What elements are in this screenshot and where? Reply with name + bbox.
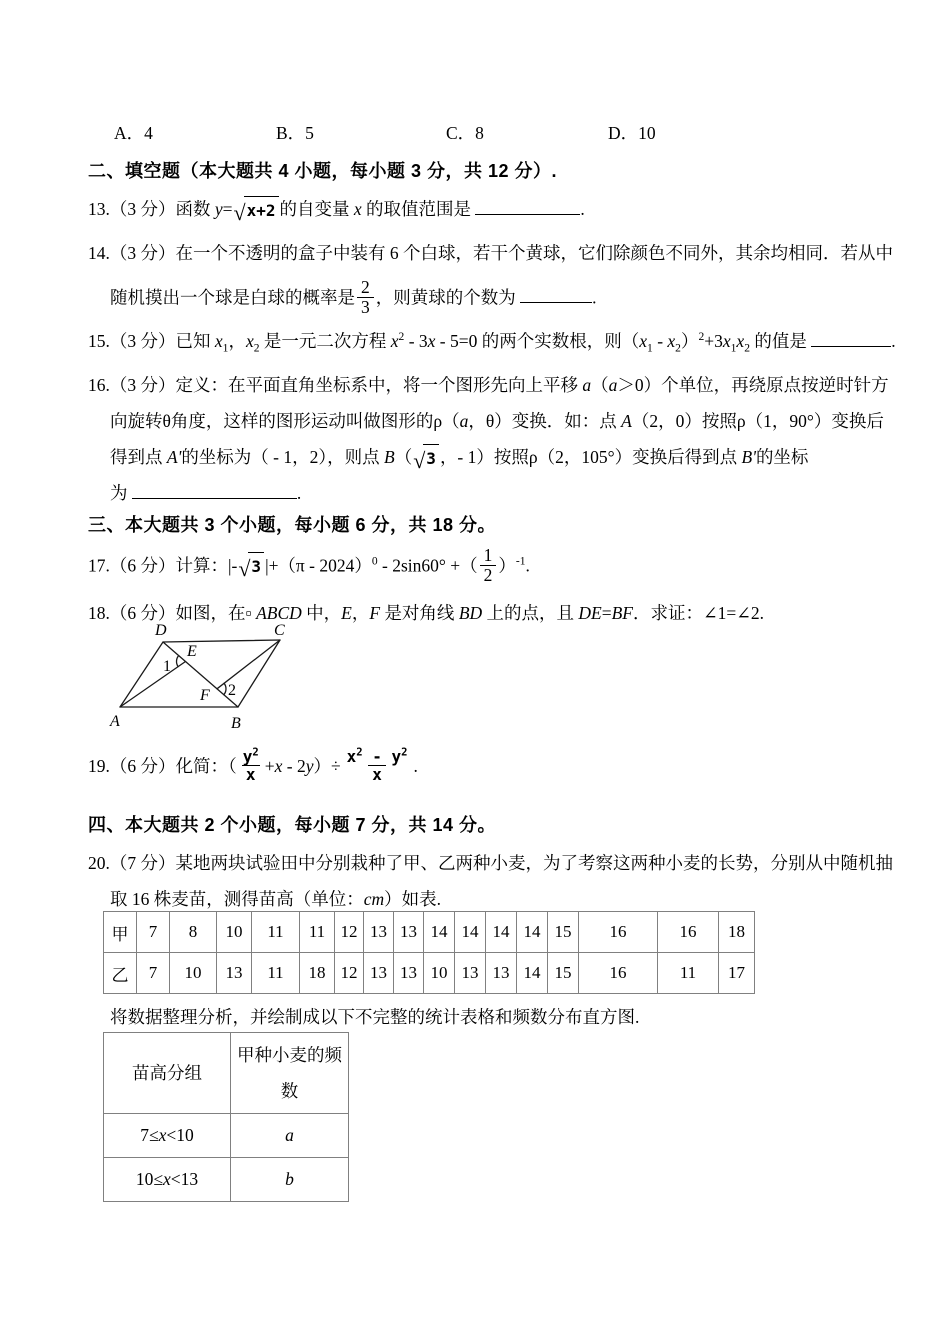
label-e: E	[187, 643, 197, 660]
question-19: 19.（6 分）化简：（ $\frac{y^2}{x}$ +x - 2y）÷ $\frac{x^2 - y^2}{x}$ .	[88, 746, 418, 785]
label-angle-1: 1	[163, 658, 171, 675]
choice-d: D．10	[608, 123, 656, 143]
table-cell: 13	[217, 953, 252, 994]
table-cell: 13	[486, 953, 517, 994]
section-2-heading: 二、填空题（本大题共 4 小题，每小题 3 分，共 12 分）.	[88, 161, 558, 181]
label-a: A	[110, 713, 120, 730]
radical-sign: √	[238, 556, 251, 582]
table-cell: 11	[658, 953, 719, 994]
table-cell: 10≤x<13	[104, 1158, 231, 1202]
label-d: D	[155, 622, 167, 639]
table-cell: 14	[424, 912, 455, 953]
table-row	[104, 1114, 349, 1158]
table-cell: 7≤x<10	[104, 1114, 231, 1158]
table-cell: 16	[579, 912, 658, 953]
table-cell: 10	[424, 953, 455, 994]
table-cell: 14	[455, 912, 486, 953]
fraction: $\frac{y^2}{x}$	[242, 746, 259, 785]
table-cell: 16	[658, 912, 719, 953]
question-20-line-2: 取 16 株麦苗，测得苗高（单位：cm）如表.	[110, 889, 442, 909]
fraction: $\frac{2}{3}$	[357, 278, 374, 317]
answer-blank	[520, 286, 592, 303]
fraction: $\frac{x^2 - y^2}{x}$	[346, 746, 408, 785]
table-cell: 10	[217, 912, 252, 953]
table-cell: 13	[364, 912, 394, 953]
sqrt-expression: √ 3	[413, 444, 439, 472]
question-14-line-1: 14.（3 分）在一个不透明的盒子中装有 6 个白球，若干个黄球，它们除颜色不同外，其余均相同．若从中	[88, 243, 893, 263]
table-row	[104, 953, 791, 994]
question-15: 15.（3 分）已知 $x_1$，$x_2$ 是一元二次方程 $x^2 - 3x - 5=0$ 的两个实数根，则$(x_1 - x_2)^2+3x_1x_2$ 的值是 .	[88, 331, 896, 355]
seedling-table-body	[104, 912, 791, 994]
table-cell: 11	[252, 912, 300, 953]
choice-a: A．4	[114, 123, 153, 143]
sqrt-expression: √ x+2	[234, 196, 279, 224]
table-cell: 15	[548, 953, 579, 994]
table-cell: 12	[335, 912, 364, 953]
section-4-heading: 四、本大题共 2 个小题，每小题 7 分，共 14 分。	[88, 815, 497, 835]
table-cell: 13	[394, 953, 424, 994]
label-f: F	[200, 687, 210, 704]
question-16-line-4: 为 .	[110, 483, 302, 503]
table-cell: 13	[364, 953, 394, 994]
table-cell: 12	[335, 953, 364, 994]
radical-sign: √	[233, 199, 246, 225]
table-cell: 15	[548, 912, 579, 953]
segment-cf	[217, 640, 280, 689]
table-cell: 18	[300, 953, 335, 994]
segment-ae	[120, 662, 186, 708]
table-cell: 乙	[104, 953, 137, 994]
answer-blank	[132, 482, 297, 499]
header-height-group: 苗高分组	[104, 1033, 231, 1114]
radical-sign: √	[413, 447, 426, 473]
question-14-line-2: 随机摸出一个球是白球的概率是 $\frac{2}{3}$ ，则黄球的个数为 .	[110, 277, 597, 317]
table-cell: 7	[137, 912, 170, 953]
table-cell: 16	[579, 953, 658, 994]
question-17: 17.（6 分）计算：|- √ 3 |+（π - 2024）$^0$ - 2sin60° +（ $\frac{1}{2}$ ）$^{-1}$.	[88, 545, 530, 585]
question-16-line-1: 16.（3 分）定义：在平面直角坐标系中，将一个图形先向上平移 a（a＞0）个单位，再绕原点按逆时针方	[88, 375, 889, 395]
choice-b: B．5	[276, 123, 314, 143]
table-cell: 7	[137, 953, 170, 994]
sqrt-expression: √ 3	[238, 552, 264, 580]
question-16-line-3: 得到点 A'的坐标为（ - 1，2），则点 B（ √ 3 ，- 1）按照ρ（2，105°）变换后得到点 B'的坐标	[110, 444, 808, 473]
table-cell: 13	[455, 953, 486, 994]
table-cell: 18	[719, 912, 755, 953]
table-cell: 11	[252, 953, 300, 994]
section-3-heading: 三、本大题共 3 个小题，每小题 6 分，共 18 分。	[88, 515, 497, 535]
analysis-note: 将数据整理分析，并绘制成以下不完整的统计表格和频数分布直方图.	[110, 1007, 640, 1027]
frequency-table	[103, 1032, 349, 1202]
table-cell: 13	[394, 912, 424, 953]
seedling-height-table	[103, 911, 791, 994]
label-c: C	[274, 622, 285, 639]
angle-2-arc	[224, 683, 226, 694]
fraction: $\frac{1}{2}$	[480, 546, 497, 585]
table-cell: 10	[170, 953, 217, 994]
label-b: B	[231, 715, 241, 732]
table-cell: 17	[719, 953, 755, 994]
table-cell: a	[231, 1114, 349, 1158]
table-cell: 14	[486, 912, 517, 953]
choice-c: C．8	[446, 123, 484, 143]
question-13: 13.（3 分）函数 y= √ x+2 的自变量 x 的取值范围是 .	[88, 196, 585, 225]
table-cell: 甲	[104, 912, 137, 953]
header-frequency: 甲种小麦的频 数	[231, 1033, 349, 1114]
question-18: 18.（6 分）如图，在▫ ABCD 中，E，F 是对角线 BD 上的点，且 DE=BF．求证：∠1=∠2.	[88, 603, 765, 623]
table-row	[104, 1158, 349, 1202]
label-angle-2: 2	[228, 682, 236, 699]
answer-blank	[811, 330, 891, 347]
table-cell: 14	[517, 912, 548, 953]
answer-blank	[475, 198, 580, 215]
question-20-line-1: 20.（7 分）某地两块试验田中分别栽种了甲、乙两种小麦，为了考察这两种小麦的长势，分别从中随机抽	[88, 853, 893, 873]
parallelogram-figure	[98, 622, 298, 734]
question-16-line-2: 向旋转θ角度，这样的图形运动叫做图形的ρ（a，θ）变换．如：点 A（2，0）按照ρ（1，90°）变换后	[110, 411, 884, 431]
angle-1-arc	[177, 656, 179, 667]
table-row	[104, 912, 791, 953]
table-cell: b	[231, 1158, 349, 1202]
table-cell: 11	[300, 912, 335, 953]
frequency-table-header-row	[104, 1033, 349, 1114]
table-cell: 14	[517, 953, 548, 994]
table-cell: 8	[170, 912, 217, 953]
frequency-table-body	[104, 1114, 349, 1202]
